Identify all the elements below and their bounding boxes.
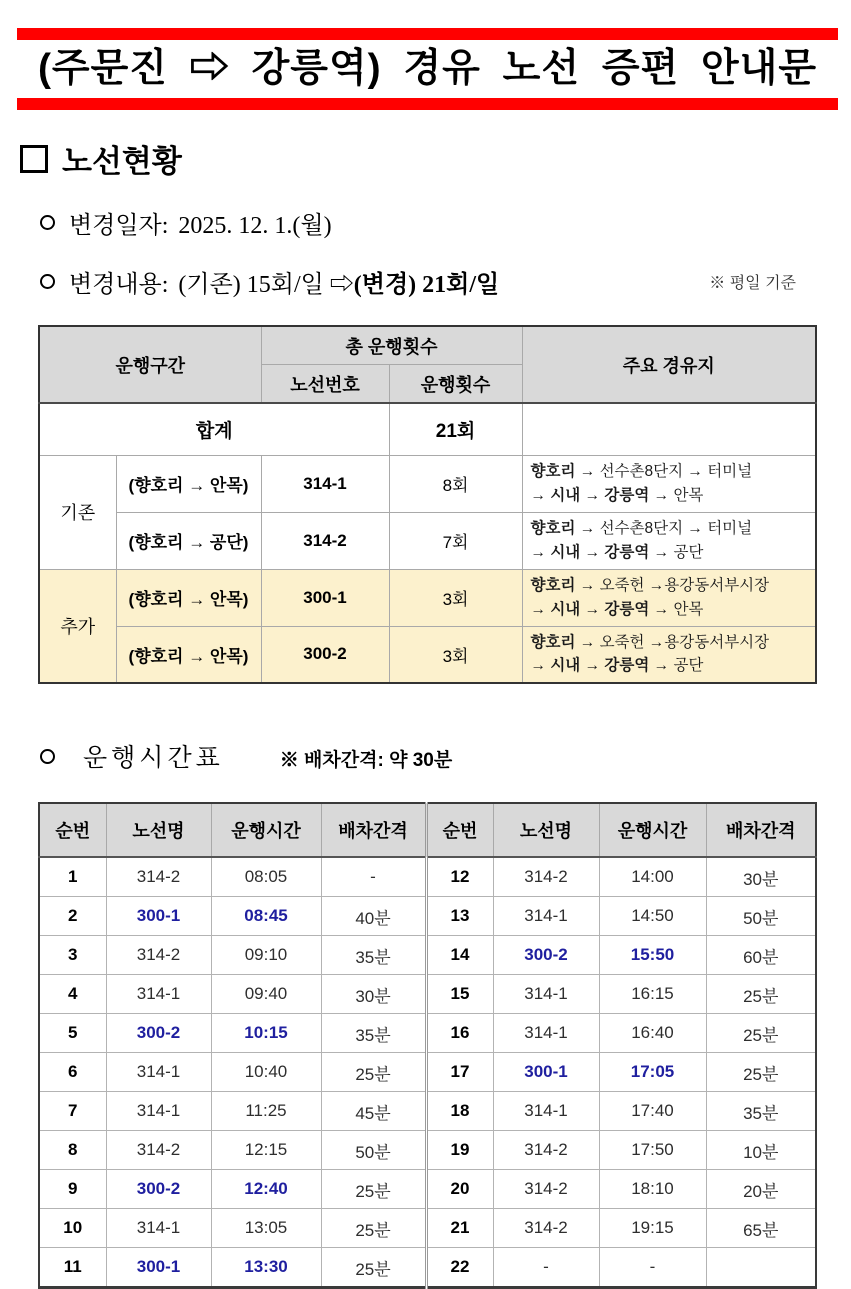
time-cell: 10:15 (211, 1014, 321, 1053)
seq-cell: 21 (426, 1209, 493, 1248)
seq-cell: 8 (39, 1131, 106, 1170)
col-header-total-trips: 총 운행횟수 (261, 326, 522, 365)
seq-cell: 14 (426, 936, 493, 975)
interval-cell: - (321, 857, 426, 897)
timetable-col-header: 노선명 (493, 803, 599, 857)
interval-cell: 25분 (321, 1209, 426, 1248)
section-heading-label: 노선현황 (62, 144, 182, 179)
time-cell: 15:50 (599, 936, 706, 975)
timetable-row (39, 1248, 816, 1288)
time-cell: 14:50 (599, 897, 706, 936)
time-cell: 09:40 (211, 975, 321, 1014)
timetable-col-header: 노선명 (106, 803, 211, 857)
red-bar-bottom (17, 98, 838, 110)
via-line: 향호리 → 선수촌8단지 → 터미널 (530, 520, 753, 538)
seq-cell: 11 (39, 1248, 106, 1288)
change-date-label: 변경일자: (69, 213, 169, 239)
via-cell (522, 569, 816, 626)
route-number-cell: 314-1 (261, 455, 389, 512)
trip-count-cell: 3회 (389, 626, 522, 683)
seq-cell: 5 (39, 1014, 106, 1053)
route-name-cell: 314-1 (106, 975, 211, 1014)
total-row (39, 403, 816, 455)
circle-bullet-icon (40, 215, 55, 230)
via-cell (522, 512, 816, 569)
seq-cell: 3 (39, 936, 106, 975)
timetable-row (39, 936, 816, 975)
route-name-cell: 300-2 (493, 936, 599, 975)
route-name-cell: 300-2 (106, 1170, 211, 1209)
route-name-cell: 314-2 (493, 1170, 599, 1209)
via-line: → 시내 → 강릉역 → 공단 (530, 543, 704, 561)
route-name-cell: 314-1 (493, 1092, 599, 1131)
time-cell: - (599, 1248, 706, 1288)
interval-cell: 45분 (321, 1092, 426, 1131)
interval-cell (706, 1248, 816, 1288)
group-name-cell: 추가 (39, 569, 116, 683)
route-number-cell: 314-2 (261, 512, 389, 569)
seq-cell: 7 (39, 1092, 106, 1131)
timetable (38, 802, 817, 1289)
time-cell: 11:25 (211, 1092, 321, 1131)
time-cell: 13:05 (211, 1209, 321, 1248)
route-name-cell: 314-2 (493, 1209, 599, 1248)
via-line: → 시내 → 강릉역 → 안목 (530, 486, 704, 504)
seq-cell: 6 (39, 1053, 106, 1092)
time-cell: 08:05 (211, 857, 321, 897)
timetable-row (39, 1209, 816, 1248)
seq-cell: 4 (39, 975, 106, 1014)
timetable-col-header: 배차간격 (321, 803, 426, 857)
time-cell: 08:45 (211, 897, 321, 936)
seq-cell: 20 (426, 1170, 493, 1209)
page-title: (주문진 ⇨ 강릉역) 경유 노선 증편 안내문 (37, 47, 818, 90)
seq-cell: 16 (426, 1014, 493, 1053)
interval-cell: 50분 (321, 1131, 426, 1170)
timetable-row (39, 1053, 816, 1092)
seq-cell: 15 (426, 975, 493, 1014)
change-content-after: (변경) 21회/일 (353, 272, 500, 298)
interval-cell: 25분 (321, 1248, 426, 1288)
route-name-cell: 314-1 (493, 1014, 599, 1053)
route-name-cell: 314-1 (106, 1209, 211, 1248)
route-name-cell: 314-2 (493, 857, 599, 897)
route-name-cell: - (493, 1248, 599, 1288)
seq-cell: 19 (426, 1131, 493, 1170)
via-line: 향호리 → 선수촌8단지 → 터미널 (530, 463, 753, 481)
weekday-note: ※ 평일 기준 (709, 275, 796, 292)
interval-cell: 35분 (706, 1092, 816, 1131)
interval-cell: 10분 (706, 1131, 816, 1170)
route-row (39, 626, 816, 683)
col-header-section: 운행구간 (39, 326, 261, 403)
seq-cell: 2 (39, 897, 106, 936)
interval-cell: 65분 (706, 1209, 816, 1248)
route-section-cell: (향호리 → 안목) (116, 455, 261, 512)
time-cell: 17:50 (599, 1131, 706, 1170)
route-row (39, 512, 816, 569)
square-bullet-icon (20, 145, 48, 173)
time-cell: 14:00 (599, 857, 706, 897)
interval-cell: 35분 (321, 1014, 426, 1053)
section-route-status-heading (20, 136, 851, 181)
interval-cell: 25분 (321, 1170, 426, 1209)
via-line: 향호리 → 오죽헌 →용강동서부시장 (530, 577, 770, 595)
seq-cell: 13 (426, 897, 493, 936)
timetable-heading-label: 운행시간표 (83, 745, 224, 772)
via-line: → 시내 → 강릉역 → 안목 (530, 600, 704, 618)
route-number-cell: 300-2 (261, 626, 389, 683)
time-cell: 19:15 (599, 1209, 706, 1248)
seq-cell: 17 (426, 1053, 493, 1092)
route-name-cell: 314-2 (106, 857, 211, 897)
time-cell: 12:15 (211, 1131, 321, 1170)
timetable-row (39, 975, 816, 1014)
interval-cell: 40분 (321, 897, 426, 936)
via-line: → 시내 → 강릉역 → 공단 (530, 657, 704, 675)
seq-cell: 1 (39, 857, 106, 897)
trip-count-cell: 7회 (389, 512, 522, 569)
route-name-cell: 314-1 (493, 897, 599, 936)
title-banner (17, 28, 838, 110)
timetable-col-header: 순번 (39, 803, 106, 857)
change-date-line (40, 205, 796, 240)
total-trips: 21회 (389, 403, 522, 455)
route-section-cell: (향호리 → 안목) (116, 569, 261, 626)
change-content-line (40, 264, 796, 299)
timetable-row (39, 857, 816, 897)
interval-cell: 25분 (706, 975, 816, 1014)
circle-bullet-icon (40, 274, 55, 289)
seq-cell: 10 (39, 1209, 106, 1248)
interval-cell: 25분 (706, 1053, 816, 1092)
interval-cell: 20분 (706, 1170, 816, 1209)
time-cell: 17:05 (599, 1053, 706, 1092)
headway-note: ※ 배차간격: 약 30분 (279, 750, 453, 771)
change-content-label: 변경내용: (69, 272, 169, 298)
col-header-trip-count: 운행횟수 (389, 365, 522, 404)
time-cell: 16:15 (599, 975, 706, 1014)
route-name-cell: 300-2 (106, 1014, 211, 1053)
route-row (39, 569, 816, 626)
route-number-cell: 300-1 (261, 569, 389, 626)
seq-cell: 22 (426, 1248, 493, 1288)
timetable-row (39, 1014, 816, 1053)
time-cell: 17:40 (599, 1092, 706, 1131)
col-header-via: 주요 경유지 (522, 326, 816, 403)
route-name-cell: 300-1 (493, 1053, 599, 1092)
total-via-empty (522, 403, 816, 455)
total-label: 합계 (39, 403, 389, 455)
time-cell: 10:40 (211, 1053, 321, 1092)
seq-cell: 18 (426, 1092, 493, 1131)
timetable-col-header: 운행시간 (211, 803, 321, 857)
timetable-section-heading (40, 738, 851, 774)
timetable-row (39, 897, 816, 936)
interval-cell: 60분 (706, 936, 816, 975)
change-date-value: 2025. 12. 1.(월) (178, 213, 332, 239)
route-name-cell: 300-1 (106, 897, 211, 936)
interval-cell: 50분 (706, 897, 816, 936)
timetable-col-header: 순번 (426, 803, 493, 857)
interval-cell: 35분 (321, 936, 426, 975)
circle-bullet-icon (40, 749, 55, 764)
time-cell: 12:40 (211, 1170, 321, 1209)
route-row (39, 455, 816, 512)
change-content-before: (기존) 15회/일 ⇨ (178, 272, 354, 298)
trip-count-cell: 8회 (389, 455, 522, 512)
timetable-row (39, 1131, 816, 1170)
route-section-cell: (향호리 → 안목) (116, 626, 261, 683)
interval-cell: 25분 (706, 1014, 816, 1053)
time-cell: 16:40 (599, 1014, 706, 1053)
timetable-row (39, 1170, 816, 1209)
trip-count-cell: 3회 (389, 569, 522, 626)
time-cell: 13:30 (211, 1248, 321, 1288)
route-name-cell: 314-1 (493, 975, 599, 1014)
time-cell: 09:10 (211, 936, 321, 975)
route-name-cell: 314-2 (106, 936, 211, 975)
red-bar-top (17, 28, 838, 40)
route-name-cell: 314-2 (493, 1131, 599, 1170)
route-name-cell: 300-1 (106, 1248, 211, 1288)
timetable-row (39, 1092, 816, 1131)
via-cell (522, 626, 816, 683)
via-line: 향호리 → 오죽헌 →용강동서부시장 (530, 634, 770, 651)
interval-cell: 30분 (321, 975, 426, 1014)
group-name-cell: 기존 (39, 455, 116, 569)
route-name-cell: 314-1 (106, 1053, 211, 1092)
via-cell (522, 455, 816, 512)
route-name-cell: 314-1 (106, 1092, 211, 1131)
time-cell: 18:10 (599, 1170, 706, 1209)
interval-cell: 30분 (706, 857, 816, 897)
interval-cell: 25분 (321, 1053, 426, 1092)
col-header-route-no: 노선번호 (261, 365, 389, 404)
route-overview-table (38, 325, 817, 684)
route-name-cell: 314-2 (106, 1131, 211, 1170)
seq-cell: 12 (426, 857, 493, 897)
seq-cell: 9 (39, 1170, 106, 1209)
route-section-cell: (향호리 → 공단) (116, 512, 261, 569)
timetable-col-header: 운행시간 (599, 803, 706, 857)
timetable-col-header: 배차간격 (706, 803, 816, 857)
